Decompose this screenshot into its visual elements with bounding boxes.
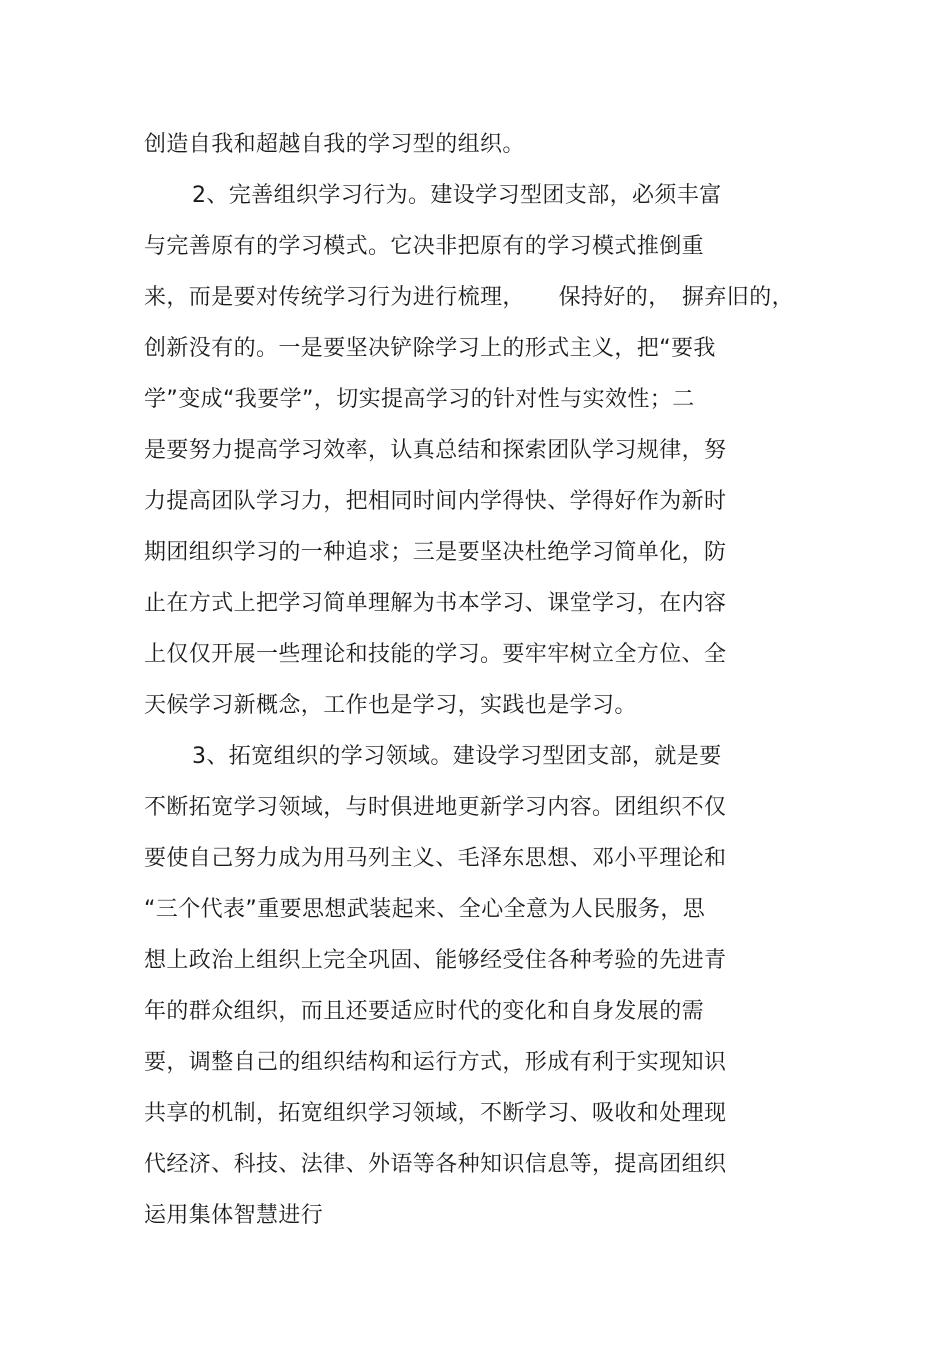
body-text	[144, 119, 844, 1241]
text-line: 要，调整自己的组织结构和运行方式，形成有利于实现知识	[144, 1050, 727, 1075]
text-line: 运用集体智慧进行	[144, 1203, 324, 1228]
text-line: 学”变成“我要学”，切实提高学习的针对性与实效性；二	[144, 387, 695, 412]
text-line: 止在方式上把学习简单理解为书本学习、课堂学习，在内容	[144, 591, 727, 616]
text-line: 创造自我和超越自我的学习型的组织。	[144, 132, 525, 157]
paragraph-3-first-line: 3、拓宽组织的学习领域。建设学习型团支部，就是要	[192, 744, 722, 769]
text-line: 上仅仅开展一些理论和技能的学习。要牢牢树立全方位、全	[144, 642, 727, 667]
text-line: 来，而是要对传统学习行为进行梳理， 保持好的， 摒弃旧的，	[144, 285, 795, 310]
text-line: 创新没有的。一是要坚决铲除学习上的形式主义，把“要我	[144, 336, 716, 361]
text-line: 力提高团队学习力，把相同时间内学得快、学得好作为新时	[144, 489, 727, 514]
text-line: 年的群众组织，而且还要适应时代的变化和自身发展的需	[144, 999, 705, 1024]
text-line: 代经济、科技、法律、外语等各种知识信息等，提高团组织	[144, 1152, 727, 1177]
text-line: 不断拓宽学习领域，与时俱进地更新学习内容。团组织不仅	[144, 795, 727, 820]
text-line: 期团组织学习的一种追求；三是要坚决杜绝学习简单化，防	[144, 540, 727, 565]
text-line: “三个代表”重要思想武装起来、全心全意为人民服务，思	[144, 897, 706, 922]
paragraph-2-first-line: 2、完善组织学习行为。建设学习型团支部，必须丰富	[192, 183, 722, 208]
text-line: 是要努力提高学习效率，认真总结和探索团队学习规律，努	[144, 438, 727, 463]
text-line: 共享的机制，拓宽组织学习领域，不断学习、吸收和处理现	[144, 1101, 727, 1126]
text-line: 要使自己努力成为用马列主义、毛泽东思想、邓小平理论和	[144, 846, 727, 871]
text-line: 与完善原有的学习模式。它决非把原有的学习模式推倒重	[144, 234, 705, 259]
text-line: 想上政治上组织上完全巩固、能够经受住各种考验的先进青	[144, 948, 727, 973]
text-line: 天候学习新概念，工作也是学习，实践也是学习。	[144, 693, 637, 718]
